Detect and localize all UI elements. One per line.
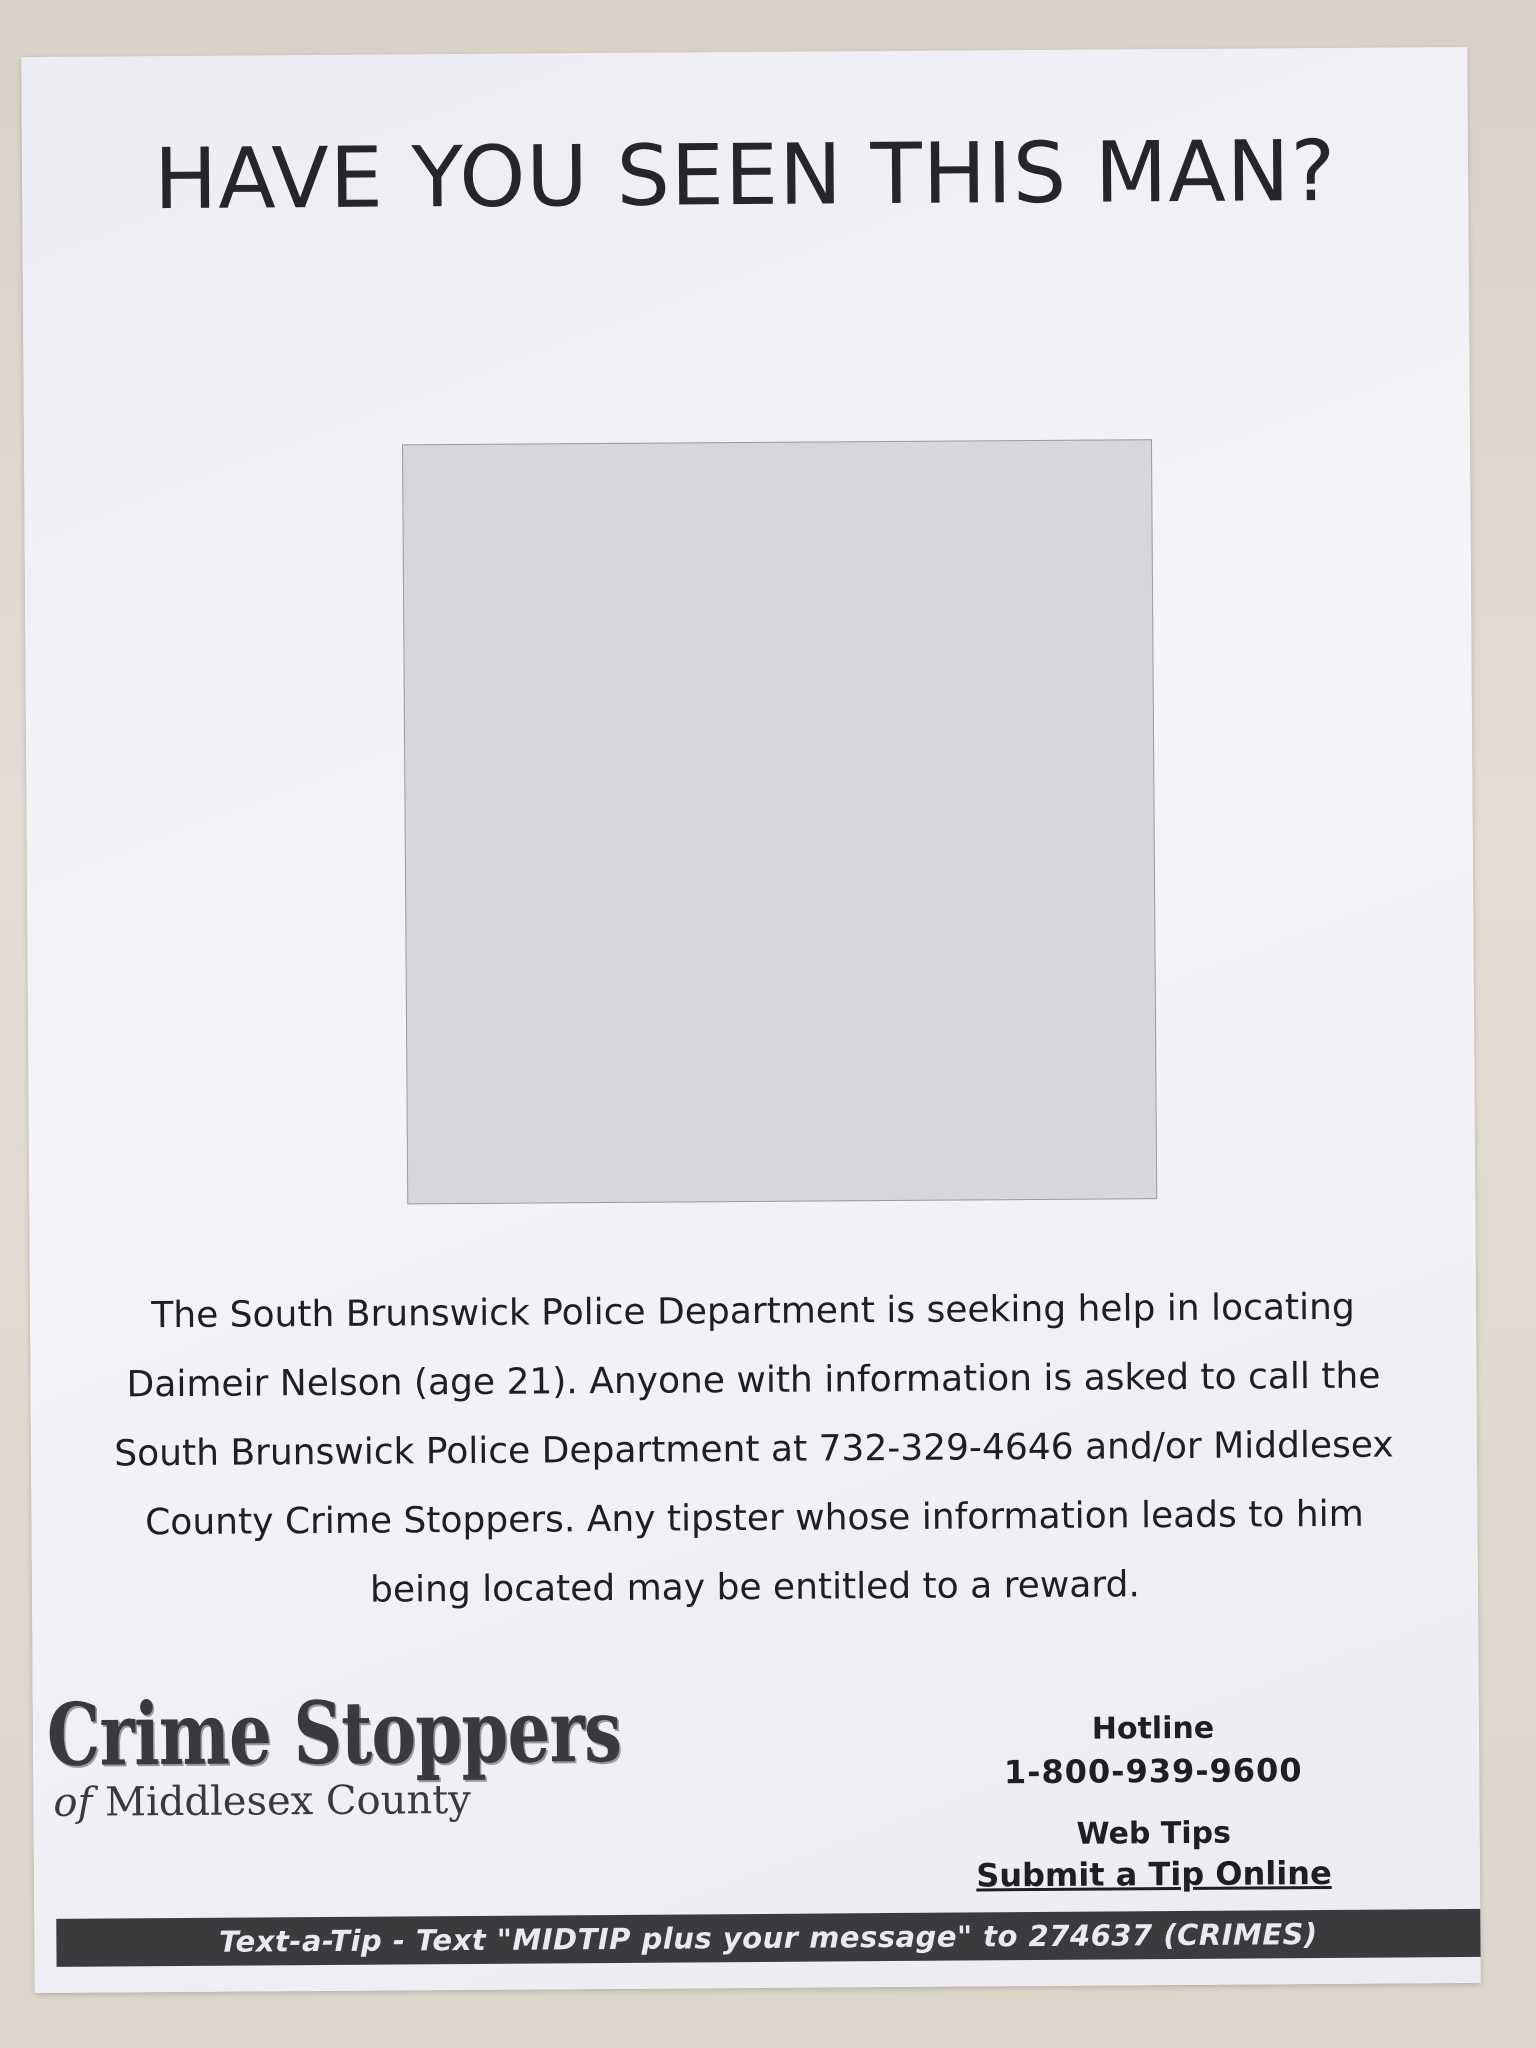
- web-tips-label: Web Tips: [1076, 1815, 1231, 1852]
- appeal-text: [70, 1272, 1438, 1627]
- logo-sub-name: Middlesex County: [104, 1776, 471, 1826]
- portrait-photo: [402, 439, 1157, 1204]
- logo-main-text: Crime Stoppers: [46, 1680, 622, 1786]
- appeal-line: Daimeir Nelson (age 21). Anyone with information is asked to call the: [126, 1355, 1381, 1406]
- appeal-line: being located may be entitled to a reward.: [369, 1564, 1140, 1611]
- crime-stoppers-logo: [47, 1680, 688, 1825]
- appeal-line: County Crime Stoppers. Any tipster whose information leads to him: [145, 1493, 1364, 1544]
- hotline-number: 1-800-939-9600: [1003, 1751, 1303, 1792]
- hotline-label: Hotline: [1091, 1710, 1215, 1747]
- logo-sub-prefix: of: [53, 1779, 93, 1826]
- submit-tip-link[interactable]: Submit a Tip Online: [976, 1853, 1332, 1895]
- flyer-sheet: [21, 47, 1480, 1993]
- contact-block: [943, 1710, 1364, 1895]
- text-a-tip-bar: Text-a-Tip - Text "MIDTIP plus your message" to 274637 (CRIMES): [56, 1909, 1480, 1967]
- headline: HAVE YOU SEEN THIS MAN?: [153, 121, 1337, 229]
- appeal-line: South Brunswick Police Department at 732-329-4646 and/or Middlesex: [114, 1424, 1394, 1475]
- appeal-line: The South Brunswick Police Department is seeking help in locating: [151, 1286, 1355, 1337]
